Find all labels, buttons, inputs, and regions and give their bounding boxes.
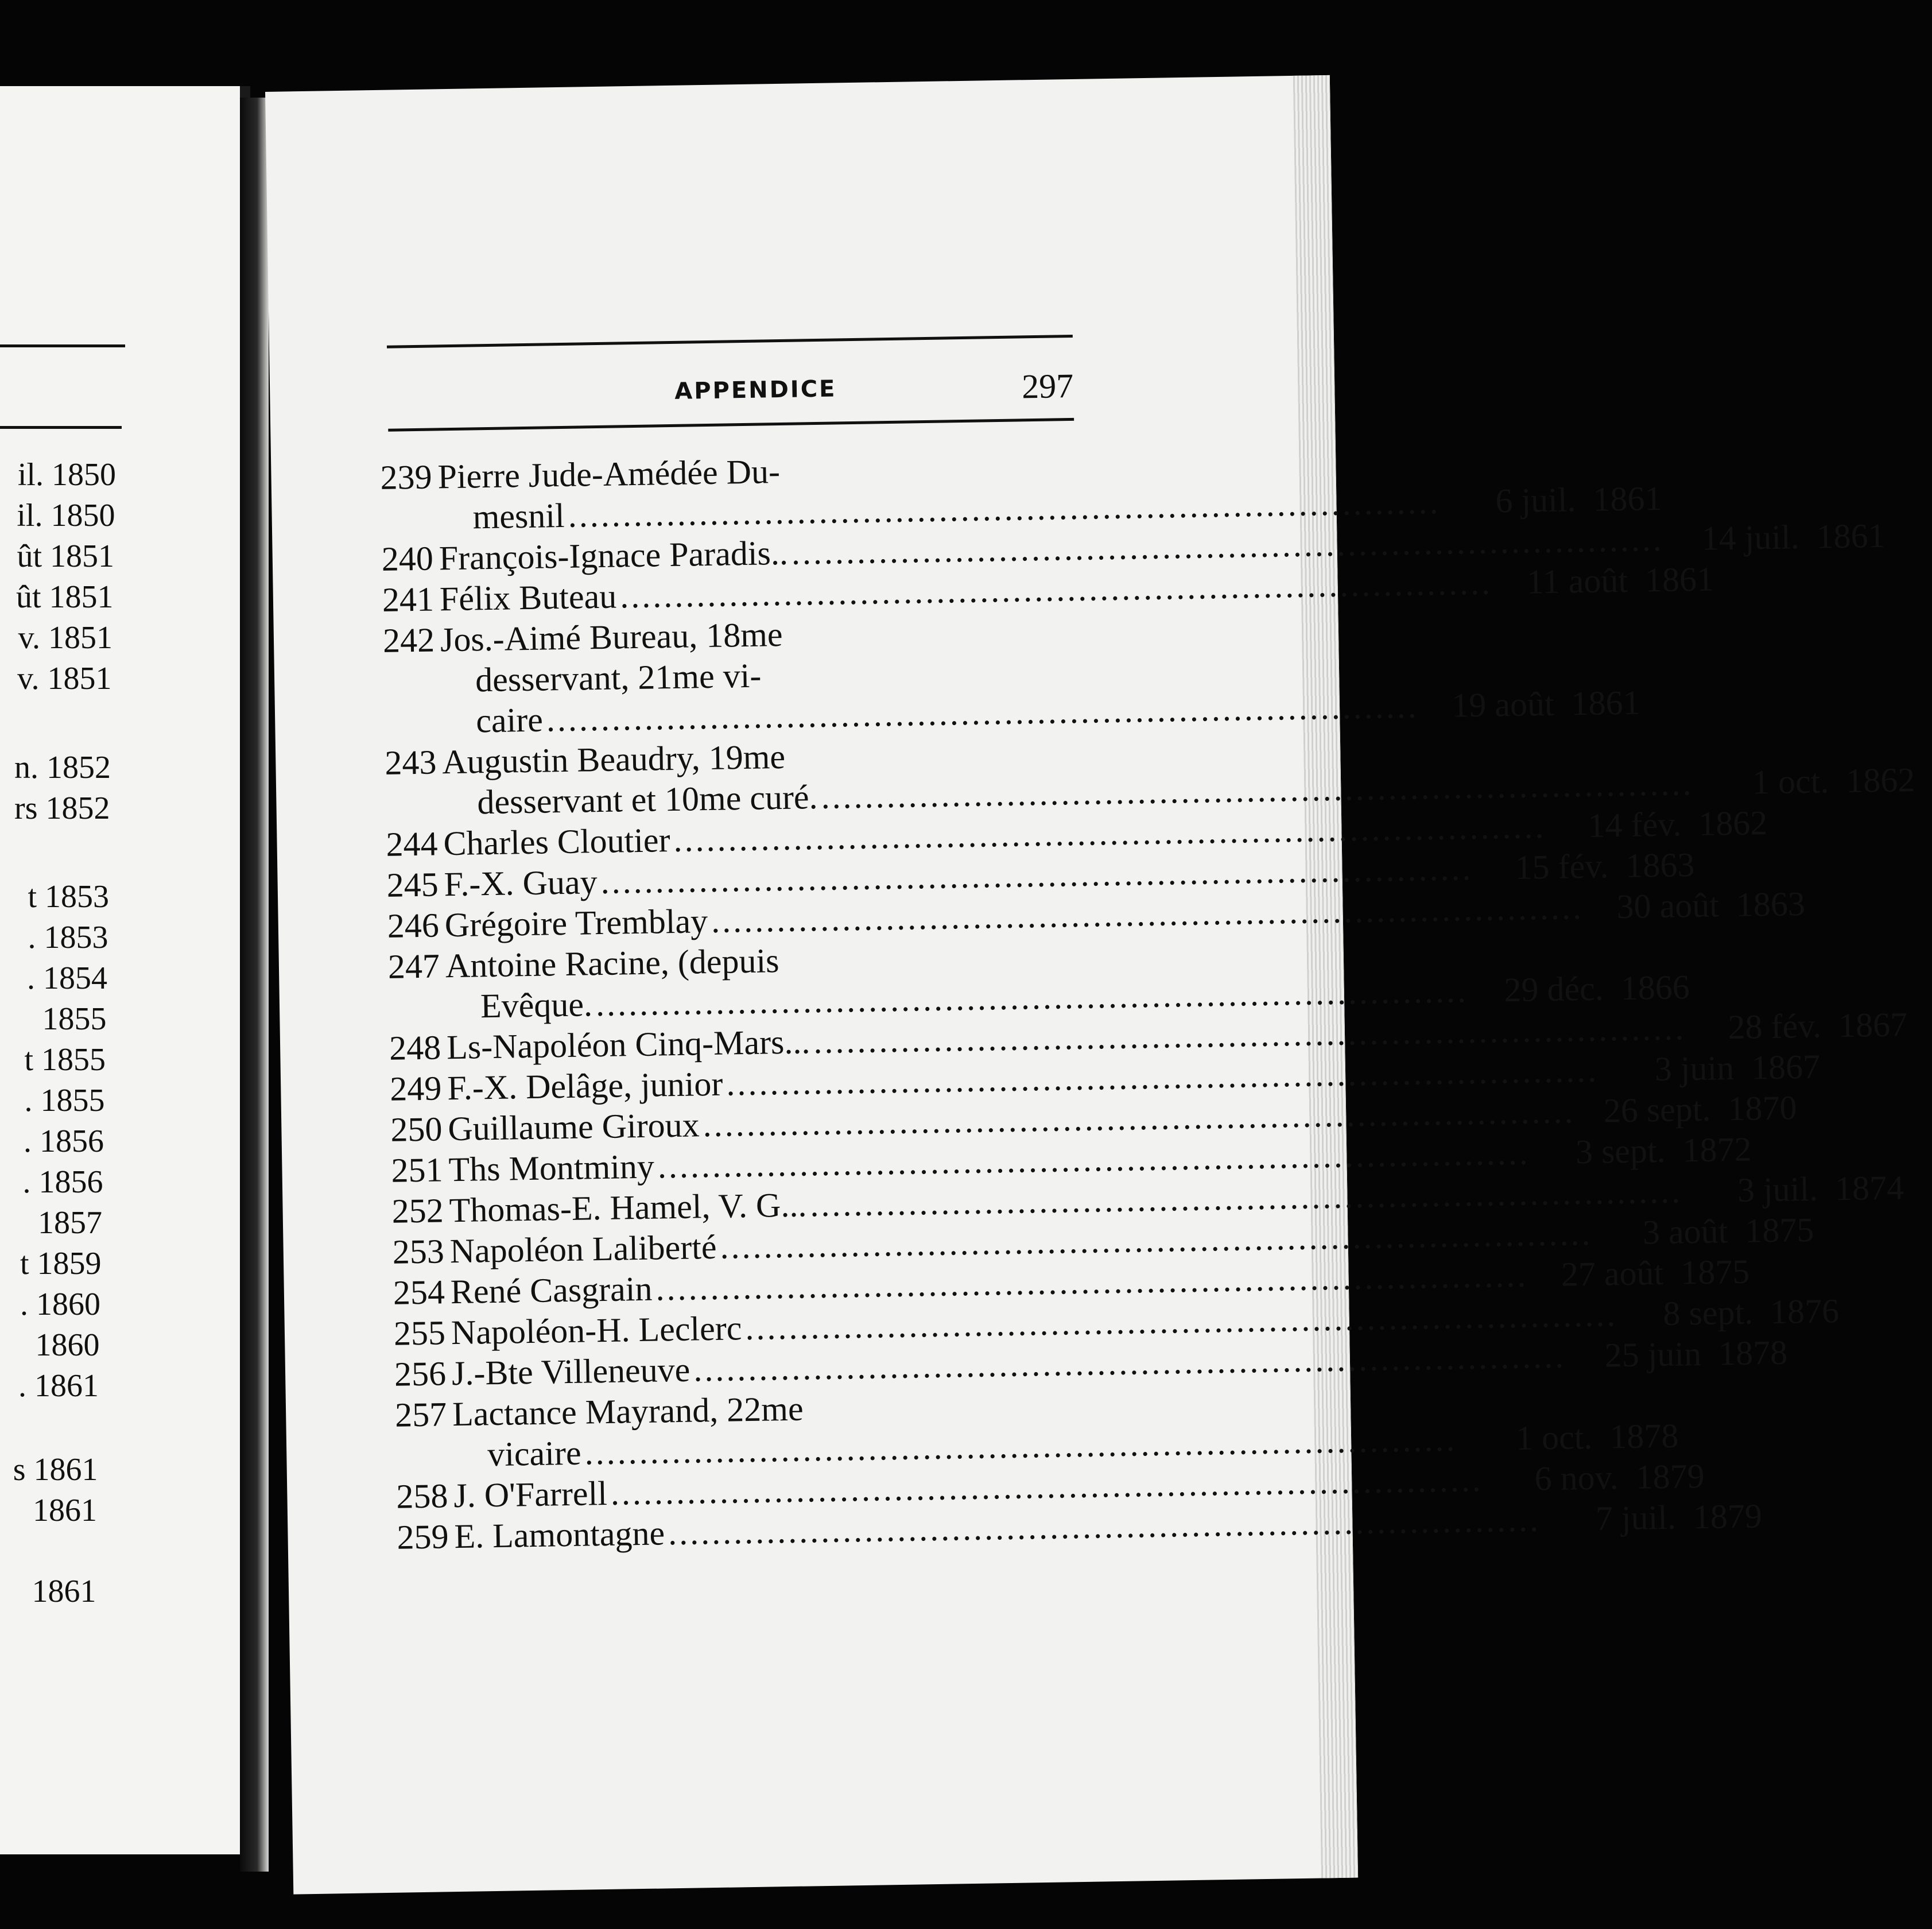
entry-number: 245 xyxy=(386,865,439,904)
left-page-entry xyxy=(0,619,112,656)
leader-dots: ................................................................................ xyxy=(703,1092,1576,1144)
leader-dots: ................................................................................ xyxy=(668,1500,1541,1552)
left-page-entry xyxy=(0,1451,98,1488)
book-spine xyxy=(240,98,269,1872)
entry-number: 242 xyxy=(382,621,435,660)
entry-year: 1861 xyxy=(1592,479,1662,518)
entry-name: Napoléon Laliberté xyxy=(449,1227,717,1270)
left-entry-fragment: t xyxy=(20,1246,29,1281)
entry-name: Guillaume Giroux xyxy=(447,1106,700,1148)
entry-name: Thomas-E. Hamel, V. G... xyxy=(449,1186,807,1230)
entry-date: 29 déc. xyxy=(1503,969,1604,1009)
left-entry-year: 1851 xyxy=(50,539,114,574)
leader-dots: ................................................................................ xyxy=(568,482,1441,534)
entry-name-continuation: desservant et 10me curé. xyxy=(476,778,818,822)
entry-name: J.-Bte Villeneuve xyxy=(451,1350,690,1393)
left-entry-fragment: t xyxy=(24,1042,33,1078)
left-page xyxy=(0,86,250,1854)
entry-date: 11 août xyxy=(1526,561,1628,601)
entry-date: 7 juil. xyxy=(1595,1498,1677,1537)
entry-number: 240 xyxy=(381,539,434,578)
leader-dots: ................................................................................ xyxy=(673,807,1546,859)
entry-name-continuation: vicaire xyxy=(487,1434,582,1474)
entry-name: Napoléon-H. Leclerc xyxy=(451,1309,742,1352)
left-entry-fragment: il. xyxy=(17,457,44,493)
entry-date: 6 nov. xyxy=(1534,1458,1619,1498)
leader-dots: ................................................................................ xyxy=(813,1009,1686,1061)
entry-year: 1870 xyxy=(1727,1089,1797,1128)
left-page-entry xyxy=(0,919,108,956)
entry-year: 1878 xyxy=(1718,1333,1788,1373)
left-entry-fragment: . xyxy=(24,1083,33,1118)
appendix-entry xyxy=(394,1384,1679,1477)
entry-year: 1861 xyxy=(1816,516,1886,556)
entry-date: 15 fév. xyxy=(1515,847,1609,886)
entry-number: 248 xyxy=(389,1028,441,1067)
entry-number: 259 xyxy=(397,1517,449,1556)
entry-name: Lactance Mayrand, 22me xyxy=(452,1389,804,1434)
entry-date: 14 juil. xyxy=(1701,518,1800,557)
entry-date: 3 sept. xyxy=(1575,1131,1666,1171)
entry-name-continuation: Evêque. xyxy=(480,985,593,1025)
left-page-entry xyxy=(0,878,109,915)
leader-dots: ................................................................................ xyxy=(809,1172,1683,1224)
left-entry-year: 1861 xyxy=(33,1493,97,1528)
left-page-entry xyxy=(0,1368,99,1404)
left-page-rule-top xyxy=(0,344,125,347)
left-entry-year: 1851 xyxy=(49,579,114,615)
left-entry-year: 1855 xyxy=(40,1083,105,1118)
appendix-entry xyxy=(382,610,1641,743)
left-entry-year: 1854 xyxy=(43,960,107,996)
left-page-entry xyxy=(0,749,111,786)
left-page-entry xyxy=(0,1001,107,1037)
entry-name: Grégoire Tremblay xyxy=(444,902,708,944)
entry-name: Pierre Jude-Amédée Du- xyxy=(437,452,781,496)
left-entry-year: 1855 xyxy=(42,1001,107,1037)
entry-date: 19 août xyxy=(1451,684,1555,725)
entry-year: 1874 xyxy=(1834,1168,1904,1208)
left-entry-fragment: ût xyxy=(15,579,41,615)
entry-number: 252 xyxy=(391,1191,444,1230)
left-entry-year: 1852 xyxy=(45,791,110,826)
left-page-entry xyxy=(0,1245,102,1282)
left-page-entry xyxy=(0,1492,97,1529)
entry-name: Charles Cloutier xyxy=(443,821,670,863)
header-rule-top xyxy=(387,335,1073,348)
entry-number: 239 xyxy=(380,458,433,497)
header-rule-bottom xyxy=(388,418,1074,432)
leader-dots: ................................................................................ xyxy=(791,520,1665,572)
left-entry-fragment: . xyxy=(18,1368,26,1404)
left-page-entry xyxy=(0,1164,103,1200)
leader-dots: ................................................................................ xyxy=(719,1214,1593,1266)
left-entry-fragment: ût xyxy=(17,539,42,574)
left-page-entry xyxy=(0,1327,100,1364)
entry-date: 8 sept. xyxy=(1662,1293,1753,1333)
left-page-entry xyxy=(0,1204,102,1241)
entry-number: 241 xyxy=(382,580,434,619)
entry-name: Ls-Napoléon Cinq-Mars... xyxy=(446,1022,810,1067)
left-page-entry xyxy=(0,497,115,534)
left-page-entry xyxy=(0,579,114,615)
entry-year: 1863 xyxy=(1736,885,1806,924)
leader-dots: ................................................................................ xyxy=(655,1256,1528,1308)
entry-year: 1861 xyxy=(1644,560,1714,599)
left-entry-fragment: rs xyxy=(14,791,38,826)
left-entry-year: 1850 xyxy=(51,498,115,533)
left-entry-year: 1852 xyxy=(46,750,111,785)
left-page-entry xyxy=(0,1082,105,1119)
left-entry-year: 1855 xyxy=(41,1042,106,1078)
left-entry-year: 1861 xyxy=(32,1574,96,1609)
entry-date: 30 août xyxy=(1616,886,1720,926)
entry-number: 256 xyxy=(394,1354,447,1393)
left-page-entry xyxy=(0,1286,100,1323)
left-page-entry xyxy=(0,538,114,575)
entry-name: F.-X. Delâge, junior xyxy=(447,1064,723,1107)
left-page-entry xyxy=(0,456,116,493)
left-entry-year: 1860 xyxy=(35,1327,100,1363)
entry-number: 244 xyxy=(386,824,439,863)
entry-date: 3 juin xyxy=(1654,1049,1735,1089)
entry-number: 253 xyxy=(392,1232,445,1271)
entry-name: Antoine Racine, (depuis xyxy=(445,942,779,985)
left-entry-fragment: . xyxy=(28,920,36,955)
left-entry-fragment: . xyxy=(22,1164,31,1200)
entry-date: 3 août xyxy=(1642,1212,1728,1252)
appendix-entry xyxy=(380,447,1662,539)
entry-year: 1866 xyxy=(1620,968,1690,1008)
leader-dots: ................................................................................ xyxy=(546,687,1419,739)
left-entry-fragment: v. xyxy=(17,661,40,696)
leader-dots: ................................................................................ xyxy=(711,888,1584,940)
entry-name-continuation: desservant, 21me vi- xyxy=(475,656,762,699)
entry-date: 1 oct. xyxy=(1515,1417,1593,1458)
entry-year: 1879 xyxy=(1693,1497,1763,1536)
running-head xyxy=(387,366,1074,417)
leader-dots: ................................................................................ xyxy=(820,764,1694,816)
leader-dots: ................................................................................ xyxy=(744,1295,1618,1347)
left-page-entry xyxy=(0,660,112,697)
entry-name: René Casgrain xyxy=(450,1269,653,1311)
leader-dots: ................................................................................ xyxy=(610,1460,1484,1512)
entry-name-continuation: mesnil xyxy=(472,496,565,536)
entry-year: 1875 xyxy=(1744,1210,1814,1250)
entry-year: 1876 xyxy=(1770,1292,1840,1331)
right-page xyxy=(265,75,1915,1895)
entry-year: 1862 xyxy=(1845,761,1915,800)
entry-year: 1875 xyxy=(1680,1252,1750,1292)
leader-dots: ................................................................................ xyxy=(657,1133,1531,1186)
left-entry-year: 1857 xyxy=(38,1205,102,1241)
entry-year: 1867 xyxy=(1838,1005,1908,1045)
entry-number: 257 xyxy=(394,1395,447,1434)
left-page-entry xyxy=(0,960,107,997)
left-page-entry xyxy=(0,1123,104,1160)
entry-number: 243 xyxy=(384,743,437,782)
leader-dots: ................................................................................ xyxy=(619,563,1493,615)
leader-dots: ................................................................................ xyxy=(693,1337,1566,1389)
left-entry-year: 1861 xyxy=(34,1368,99,1404)
entry-date: 14 fév. xyxy=(1588,805,1682,845)
entry-number: 249 xyxy=(389,1069,442,1108)
entry-date: 27 août xyxy=(1561,1253,1664,1293)
left-entry-fragment: t xyxy=(28,879,37,915)
left-entry-fragment: . xyxy=(24,1124,32,1159)
left-entry-year: 1860 xyxy=(36,1287,100,1322)
entry-year: 1878 xyxy=(1609,1416,1679,1456)
leader-dots: ................................................................................ xyxy=(600,849,1473,901)
entry-number: 258 xyxy=(395,1477,448,1516)
entry-name: Augustin Beaudry, 19me xyxy=(441,737,786,781)
left-entry-fragment: n. xyxy=(14,750,38,785)
entry-number: 255 xyxy=(393,1314,446,1353)
appendix-entries xyxy=(380,447,1915,1558)
entry-number: 254 xyxy=(393,1273,445,1312)
entry-name: François-Ignace Paradis.. xyxy=(439,533,789,578)
left-entry-fragment: s xyxy=(13,1452,26,1488)
leader-dots: ................................................................................ xyxy=(595,971,1469,1024)
entry-name: Félix Buteau xyxy=(439,577,617,618)
entry-name: Jos.-Aimé Bureau, 18me xyxy=(440,615,783,659)
appendix-entry xyxy=(384,732,1915,824)
entry-date: 28 fév. xyxy=(1727,1006,1822,1047)
entry-year: 1879 xyxy=(1635,1457,1705,1496)
entry-number: 247 xyxy=(387,947,440,986)
left-entry-year: 1853 xyxy=(44,920,108,955)
entry-date: 25 juin xyxy=(1604,1334,1702,1374)
entry-date: 1 oct. xyxy=(1752,762,1829,801)
leader-dots: ................................................................................ xyxy=(584,1420,1457,1472)
leader-dots: ................................................................................ xyxy=(726,1051,1599,1103)
entry-date: 3 juil. xyxy=(1737,1169,1818,1209)
left-entry-year: 1856 xyxy=(40,1124,104,1159)
running-title: APPENDICE xyxy=(674,375,837,405)
entry-year: 1867 xyxy=(1751,1047,1821,1087)
left-entry-year: 1850 xyxy=(52,457,116,493)
entry-year: 1863 xyxy=(1625,846,1695,885)
left-page-entry xyxy=(0,1041,106,1078)
page-number: 297 xyxy=(1021,366,1074,406)
left-page-rule-bottom xyxy=(0,426,122,429)
appendix-entry xyxy=(387,936,1690,1028)
entry-name-continuation: caire xyxy=(475,700,544,740)
entry-name: E. Lamontagne xyxy=(454,1514,665,1556)
entry-number: 251 xyxy=(391,1151,444,1190)
left-page-entry xyxy=(0,790,110,827)
left-entry-fragment: . xyxy=(20,1287,28,1322)
entry-date: 26 sept. xyxy=(1603,1090,1711,1130)
entry-number: 246 xyxy=(387,906,440,945)
left-entry-year: 1856 xyxy=(38,1164,103,1200)
left-page-entry xyxy=(0,1573,96,1610)
entry-year: 1862 xyxy=(1698,804,1768,843)
entry-year: 1861 xyxy=(1571,683,1641,723)
left-entry-fragment: . xyxy=(27,960,35,996)
left-entry-year: 1851 xyxy=(47,661,112,696)
left-entry-year: 1853 xyxy=(45,879,109,915)
entry-number: 250 xyxy=(390,1110,443,1149)
entry-year: 1872 xyxy=(1682,1130,1752,1169)
entry-date: 6 juil. xyxy=(1495,481,1576,520)
left-entry-fragment: v. xyxy=(18,620,40,656)
left-entry-fragment: il. xyxy=(17,498,43,533)
left-entry-year: 1859 xyxy=(37,1246,102,1281)
left-entry-year: 1861 xyxy=(33,1452,98,1488)
left-entry-year: 1851 xyxy=(48,620,112,656)
entry-name: J. O'Farrell xyxy=(453,1474,608,1515)
entry-name: F.-X. Guay xyxy=(444,863,598,904)
entry-name: Ths Montminy xyxy=(448,1147,655,1189)
